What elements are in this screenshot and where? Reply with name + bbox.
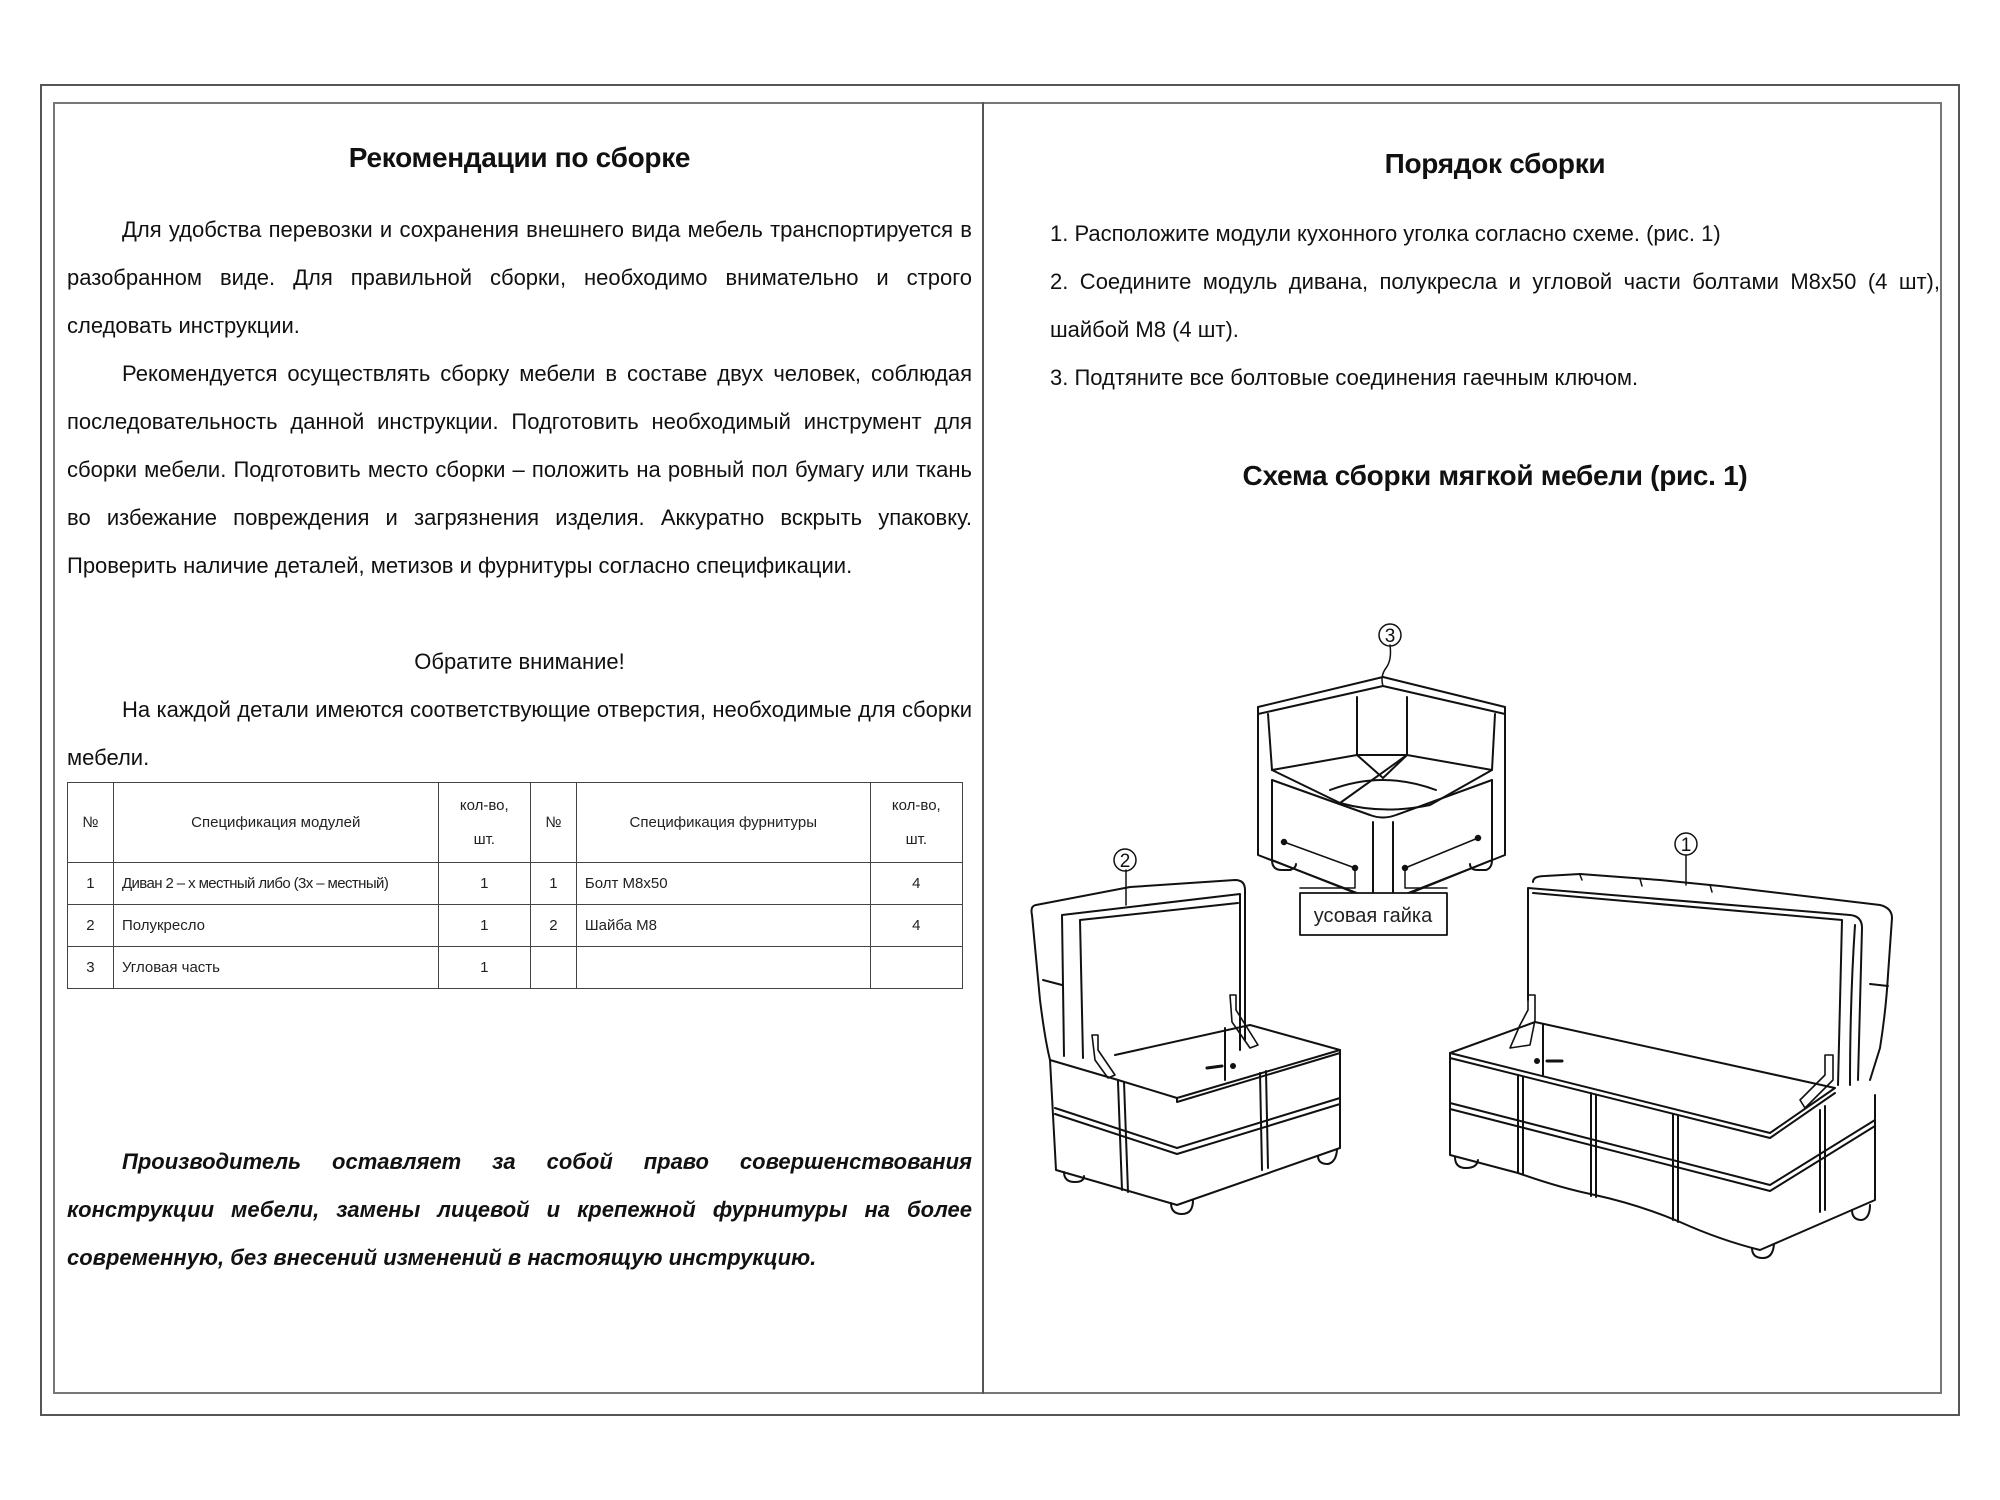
step-3: 3. Подтяните все болтовые соединения гаечным ключом. <box>1050 365 1639 390</box>
corner-number-label: 3 <box>1384 626 1396 647</box>
step-2: 2. Соедините модуль дивана, полукресла и угловой части болтами М8х50 (4 шт), шайбой М8 (4 шт). <box>1050 269 1940 342</box>
step-1: 1. Расположите модули кухонного уголка согласно схеме. (рис. 1) <box>1050 221 1721 246</box>
header-qty-hardware <box>870 783 962 863</box>
paragraph-holes: На каждой детали имеются соответствующие отверстия, необходимые для сборки мебели. <box>67 697 972 770</box>
corner-inner-right <box>1492 714 1495 770</box>
sofa-box-top <box>1450 1022 1835 1133</box>
header-num-hardware: № <box>530 783 576 863</box>
corner-right-side <box>1383 707 1505 903</box>
table-header-row <box>68 783 963 863</box>
corner-seat <box>1272 755 1492 810</box>
table-row <box>68 863 963 905</box>
sofa-number-label: 1 <box>1680 835 1692 856</box>
sofa-seam-1 <box>1518 1075 1523 1174</box>
armchair-horizontal-seam <box>1055 1098 1340 1154</box>
table-row <box>68 905 963 947</box>
sofa-hinge-left <box>1510 995 1535 1048</box>
corner-left-side <box>1258 707 1383 903</box>
diagram-title: Схема сборки мягкой мебели (рис. 1) <box>1242 460 1748 491</box>
corner-bolt-markers <box>1282 836 1481 889</box>
corner-leader-line <box>1382 645 1391 686</box>
sofa-lid <box>1528 888 1862 1085</box>
armchair-drawing <box>1032 849 1341 1214</box>
armchair-number-label: 2 <box>1119 851 1131 872</box>
cell-qty-module: 1 <box>438 947 530 989</box>
sofa-drawing <box>1450 833 1892 1258</box>
header-qty-hardware-line2: шт. <box>905 830 928 848</box>
armchair-back-seam <box>1043 980 1062 985</box>
cell-qty-hardware <box>870 947 962 989</box>
recommendations-title: Рекомендации по сборке <box>348 142 691 173</box>
cell-hardware: Шайба М8 <box>576 905 870 947</box>
assembly-diagram <box>984 560 1942 1340</box>
corner-module-drawing <box>1258 624 1505 935</box>
armchair-box-top <box>1050 1025 1340 1098</box>
cell-module: Полукресло <box>113 905 438 947</box>
sofa-foot-right <box>1852 1205 1870 1220</box>
armchair-foot-front <box>1171 1200 1193 1214</box>
cell-num-module: 3 <box>68 947 114 989</box>
attention-note: Обратите внимание! <box>414 649 625 674</box>
header-qty-modules-line1: кол-во, <box>459 796 509 814</box>
manufacturer-disclaimer: Производитель оставляет за собой право совершенствования конструкции мебели, замены лицевой и крепежной фурнитуры на более современную, без внесений изменений в настоящую инструкцию. <box>67 1149 972 1270</box>
paragraph-transport: Для удобства перевозки и сохранения внешнего вида мебель транспортируется в разобранном виде. Для правильной сборки, необходимо внимательно и строго следовать инструкции. <box>67 217 972 338</box>
cell-num-module: 2 <box>68 905 114 947</box>
cell-num-hardware: 2 <box>530 905 576 947</box>
assembly-order-title: Порядок сборки <box>1384 148 1606 179</box>
corner-backrest <box>1357 697 1407 755</box>
table-row <box>68 947 963 989</box>
armchair-bolt-marker <box>1207 1063 1236 1069</box>
cell-qty-hardware: 4 <box>870 905 962 947</box>
armchair-hinge-left <box>1092 1035 1115 1078</box>
header-num-modules: № <box>68 783 114 863</box>
callout-label: усовая гайка <box>1313 905 1433 927</box>
header-modules: Спецификация модулей <box>113 783 438 863</box>
header-hardware: Спецификация фурнитуры <box>576 783 870 863</box>
cell-qty-module: 1 <box>438 905 530 947</box>
corner-back-seam <box>1357 755 1407 778</box>
assembly-diagram-svg <box>984 560 1942 1340</box>
cell-num-hardware <box>530 947 576 989</box>
cell-module: Диван 2 – х местный либо (3х – местный) <box>113 863 438 905</box>
sofa-back-seam <box>1870 984 1888 986</box>
paragraph-assembly-advice: Рекомендуется осуществлять сборку мебели в составе двух человек, соблюдая последовательность данной инструкции. Подготовить необходимый инструмент для сборки мебели. Подготовить место сборки – положить на ровный пол бумагу или ткань во избежание повреждения и загрязнения изделия. Аккуратно вскрыть упаковку. Проверить наличие деталей, метизов и фурнитуры согласно спецификации. <box>67 361 972 578</box>
cell-num-module: 1 <box>68 863 114 905</box>
sofa-box-rim <box>1450 1058 1835 1138</box>
header-qty-hardware-line1: кол-во, <box>891 796 941 814</box>
corner-inner-left <box>1268 714 1272 770</box>
cell-hardware <box>576 947 870 989</box>
cell-module: Угловая часть <box>113 947 438 989</box>
sofa-horizontal-seam <box>1450 1103 1875 1191</box>
cell-qty-hardware: 4 <box>870 863 962 905</box>
cell-hardware: Болт М8х50 <box>576 863 870 905</box>
cell-num-hardware: 1 <box>530 863 576 905</box>
corner-seat-cushion-seam <box>1330 780 1436 790</box>
specification-table <box>67 782 963 989</box>
header-qty-modules <box>438 783 530 863</box>
header-qty-modules-line2: шт. <box>473 830 495 848</box>
sofa-bolt-marker <box>1534 1058 1562 1064</box>
corner-front-edge <box>1373 822 1393 900</box>
corner-front-lower <box>1272 780 1492 900</box>
cell-qty-module: 1 <box>438 863 530 905</box>
